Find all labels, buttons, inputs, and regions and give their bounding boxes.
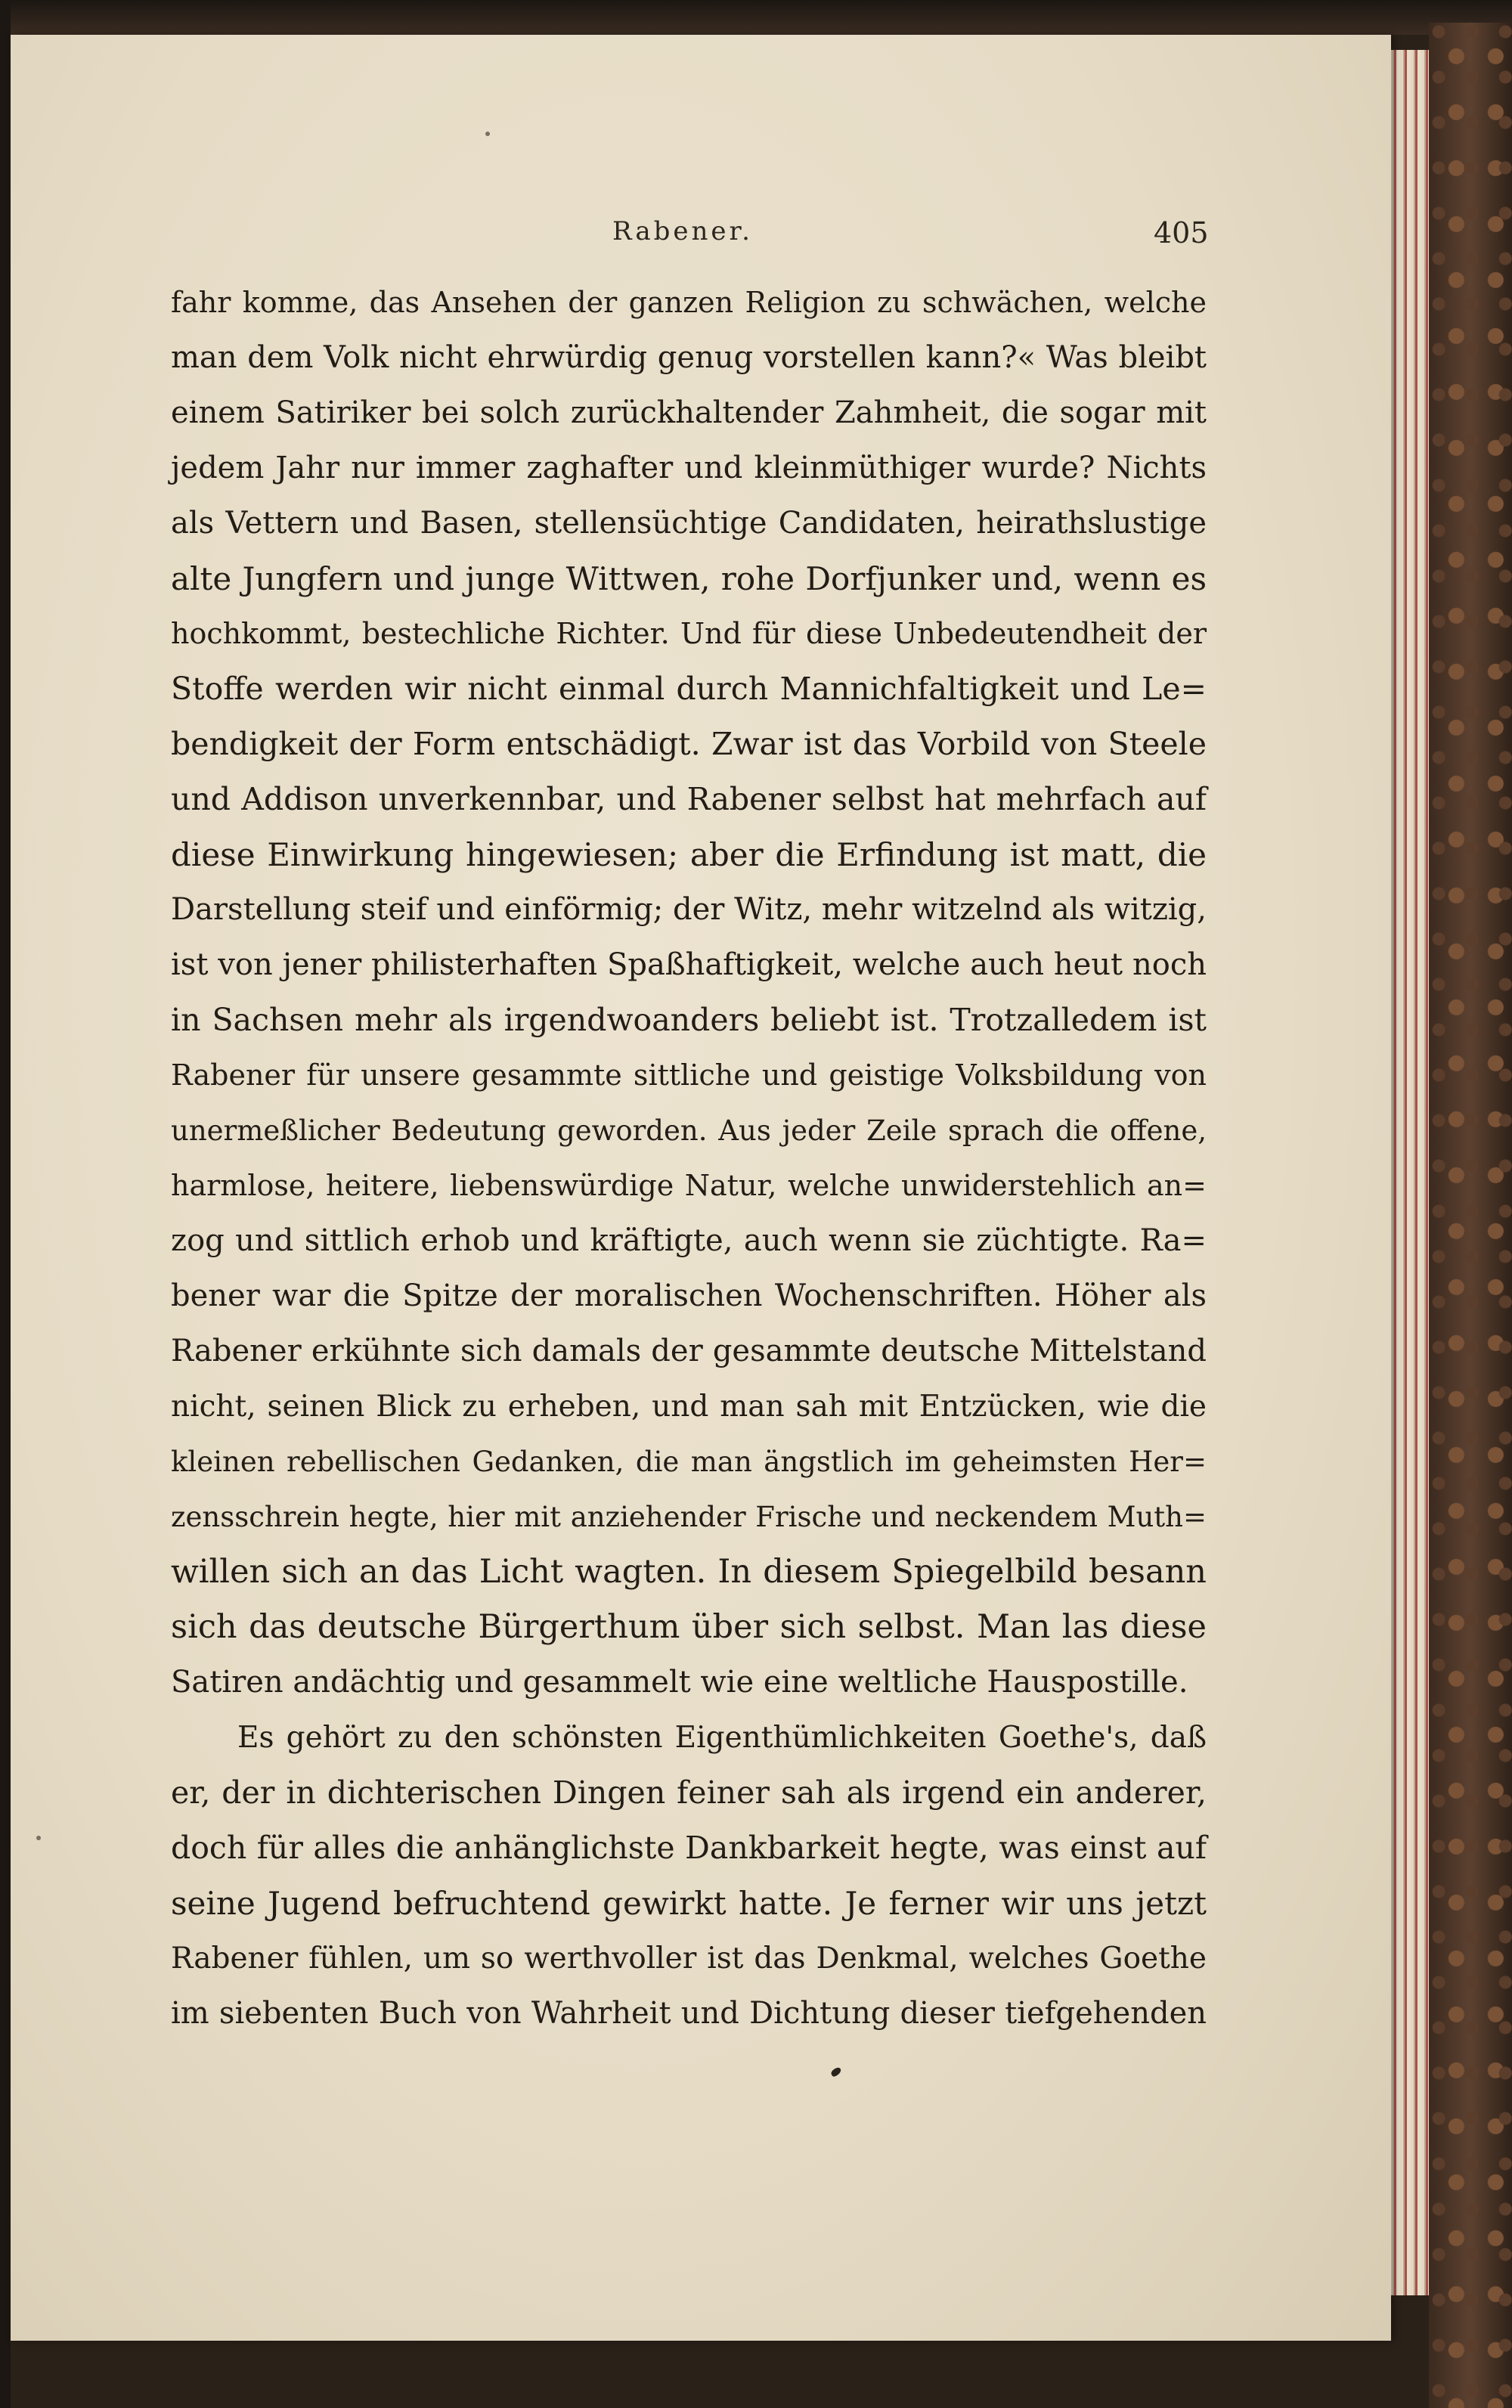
text-line: alte Jungfern und junge Wittwen, rohe Dorfjunker und, wenn es: [171, 560, 1207, 597]
text-line: willen sich an das Licht wagten. In diesem Spiegelbild besann: [171, 1553, 1207, 1591]
ink-speck: [830, 2066, 843, 2078]
page-number: 405: [1154, 216, 1209, 249]
paper-spot: [36, 1836, 41, 1840]
text-line: bendigkeit der Form entschädigt. Zwar ist das Vorbild von Steele: [171, 726, 1207, 762]
text-line: harmlose, heitere, liebenswürdige Natur, welche unwiderstehlich an=: [171, 1169, 1207, 1202]
text-line: zog und sittlich erhob und kräftigte, auch wenn sie züchtigte. Ra=: [171, 1223, 1207, 1258]
text-line: kleinen rebellischen Gedanken, die man ängstlich im geheimsten Her=: [171, 1446, 1207, 1478]
text-line: diese Einwirkung hingewiesen; aber die Erfindung ist matt, die: [171, 836, 1207, 873]
text-line: als Vettern und Basen, stellensüchtige Candidaten, heirathslustige: [171, 506, 1207, 541]
text-line: unermeßlicher Bedeutung geworden. Aus jeder Zeile sprach die offene,: [171, 1114, 1207, 1147]
text-line: einem Satiriker bei solch zurückhaltender Zahmheit, die sogar mit: [171, 395, 1207, 430]
text-line: bener war die Spitze der moralischen Wochenschriften. Höher als: [171, 1278, 1207, 1313]
text-line: jedem Jahr nur immer zaghafter und kleinmüthiger wurde? Nichts: [171, 451, 1207, 485]
text-line: er, der in dichterischen Dingen feiner sah als irgend ein anderer,: [171, 1774, 1207, 1811]
text-line: hochkommt, bestechliche Richter. Und für diese Unbedeutendheit der: [171, 617, 1207, 650]
text-line: sich das deutsche Bürgerthum über sich selbst. Man las diese: [171, 1608, 1207, 1646]
text-line: doch für alles die anhänglichste Dankbarkeit hegte, was einst auf: [171, 1830, 1207, 1866]
text-line: fahr komme, das Ansehen der ganzen Religion zu schwächen, welche: [171, 286, 1207, 319]
text-line: Stoffe werden wir nicht einmal durch Mannichfaltigkeit und Le=: [171, 671, 1207, 707]
text-line: im siebenten Buch von Wahrheit und Dichtung dieser tiefgehenden: [171, 1996, 1207, 2031]
text-line: in Sachsen mehr als irgendwoanders beliebt ist. Trotzalledem ist: [171, 1002, 1207, 1038]
text-line: nicht, seinen Blick zu erheben, und man sah mit Entzücken, wie die: [171, 1390, 1207, 1424]
text-line: Rabener fühlen, um so werthvoller ist das Denkmal, welches Goethe: [171, 1942, 1207, 1976]
text-line: und Addison unverkennbar, und Rabener selbst hat mehrfach auf: [171, 781, 1207, 817]
text-line: Es gehört zu den schönsten Eigenthümlichkeiten Goethe's, daß: [237, 1721, 1207, 1755]
book-cover-marbled: [1429, 23, 1512, 2408]
book-page: [11, 35, 1391, 2341]
text-line: ist von jener philisterhaften Spaßhaftigkeit, welche auch heut noch: [171, 947, 1207, 982]
text-line: Darstellung steif und einförmig; der Witz, mehr witzelnd als witzig,: [171, 892, 1207, 927]
running-head: Rabener.: [612, 216, 753, 246]
text-line: man dem Volk nicht ehrwürdig genug vorstellen kann?« Was bleibt: [171, 340, 1207, 375]
text-line: Satiren andächtig und gesammelt wie eine weltliche Hauspostille.: [171, 1665, 1188, 1700]
text-line: seine Jugend befruchtend gewirkt hatte. Je ferner wir uns jetzt: [171, 1885, 1207, 1922]
paper-spot: [485, 132, 490, 136]
text-line: zensschrein hegte, hier mit anziehender Frische und neckendem Muth=: [171, 1501, 1207, 1533]
body-text: [171, 275, 1207, 2041]
text-line: Rabener erkühnte sich damals der gesammte deutsche Mittelstand: [171, 1334, 1207, 1368]
text-line: Rabener für unsere gesammte sittliche und geistige Volksbildung von: [171, 1058, 1207, 1092]
scan-background-left: [0, 0, 11, 2408]
scan-background-top: [0, 0, 1512, 35]
